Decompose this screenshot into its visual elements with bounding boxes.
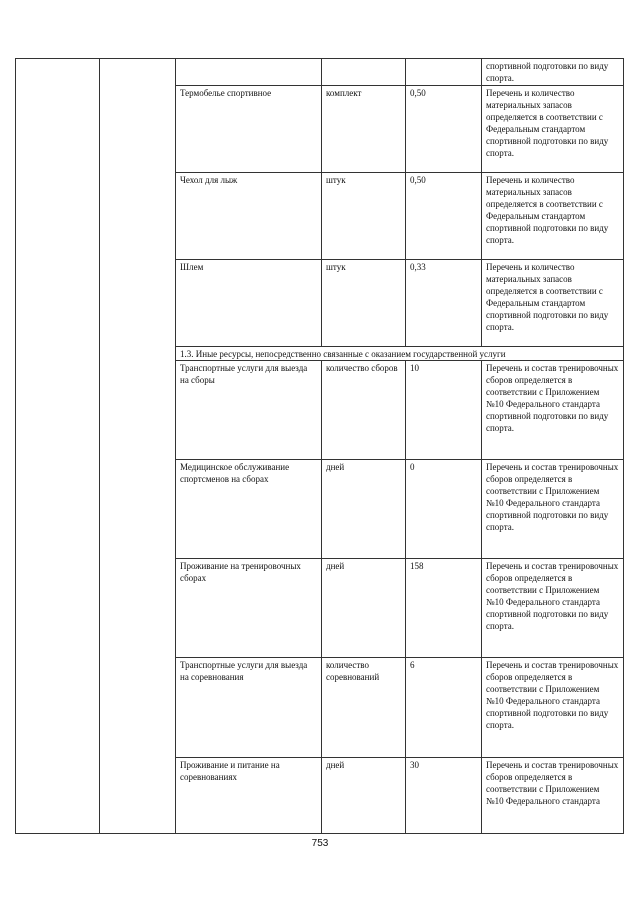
resource-quantity: 0,50 (406, 86, 482, 173)
resource-note: Перечень и состав тренировочных сборов определяется в соответствии с Приложением №10 Федерального стандарта спортивной подготовки по виду спорта. (482, 460, 624, 559)
resource-note: Перечень и количество материальных запасов определяется в соответствии с Федеральным стандартом спортивной подготовки по виду спорта. (482, 173, 624, 260)
resource-unit: штук (322, 173, 406, 260)
resource-quantity: 0 (406, 460, 482, 559)
table-row (16, 59, 624, 86)
resource-quantity (406, 59, 482, 86)
resource-name: Проживание на тренировочных сборах (176, 559, 322, 658)
resource-name: Шлем (176, 260, 322, 347)
resource-name: Чехол для лыж (176, 173, 322, 260)
resource-note: Перечень и количество материальных запасов определяется в соответствии с Федеральным стандартом спортивной подготовки по виду спорта. (482, 260, 624, 347)
resource-note: Перечень и количество материальных запасов определяется в соответствии с Федеральным стандартом спортивной подготовки по виду спорта. (482, 86, 624, 173)
merged-column-1 (16, 59, 100, 834)
resource-quantity: 0,33 (406, 260, 482, 347)
resource-note: Перечень и состав тренировочных сборов определяется в соответствии с Приложением №10 Федерального стандарта спортивной подготовки по виду спорта. (482, 658, 624, 758)
resource-note: Перечень и состав тренировочных сборов определяется в соответствии с Приложением №10 Федерального стандарта спортивной подготовки по виду спорта. (482, 559, 624, 658)
resource-quantity: 30 (406, 758, 482, 834)
resource-quantity: 0,50 (406, 173, 482, 260)
page-number: 753 (311, 838, 329, 849)
resource-unit: количество соревнований (322, 658, 406, 758)
resources-table (15, 58, 624, 834)
resource-quantity: 6 (406, 658, 482, 758)
resource-note: Перечень и состав тренировочных сборов определяется в соответствии с Приложением №10 Федерального стандарта (482, 758, 624, 834)
merged-column-2 (100, 59, 176, 834)
resource-name: Проживание и питание на соревнованиях (176, 758, 322, 834)
section-title: 1.3. Иные ресурсы, непосредственно связанные с оказанием государственной услуги (176, 347, 624, 361)
resource-note: Перечень и состав тренировочных сборов определяется в соответствии с Приложением №10 Федерального стандарта спортивной подготовки по виду спорта. (482, 361, 624, 460)
resource-unit: дней (322, 758, 406, 834)
resource-name: Термобелье спортивное (176, 86, 322, 173)
resource-name: Медицинское обслуживание спортсменов на сборах (176, 460, 322, 559)
resource-unit: количество сборов (322, 361, 406, 460)
resource-note: спортивной подготовки по виду спорта. (482, 59, 624, 86)
resource-unit: штук (322, 260, 406, 347)
resource-unit: дней (322, 460, 406, 559)
resource-name: Транспортные услуги для выезда на соревнования (176, 658, 322, 758)
resource-quantity: 158 (406, 559, 482, 658)
resource-name (176, 59, 322, 86)
resource-unit: комплект (322, 86, 406, 173)
resource-unit: дней (322, 559, 406, 658)
resource-name: Транспортные услуги для выезда на сборы (176, 361, 322, 460)
resource-unit (322, 59, 406, 86)
resource-quantity: 10 (406, 361, 482, 460)
